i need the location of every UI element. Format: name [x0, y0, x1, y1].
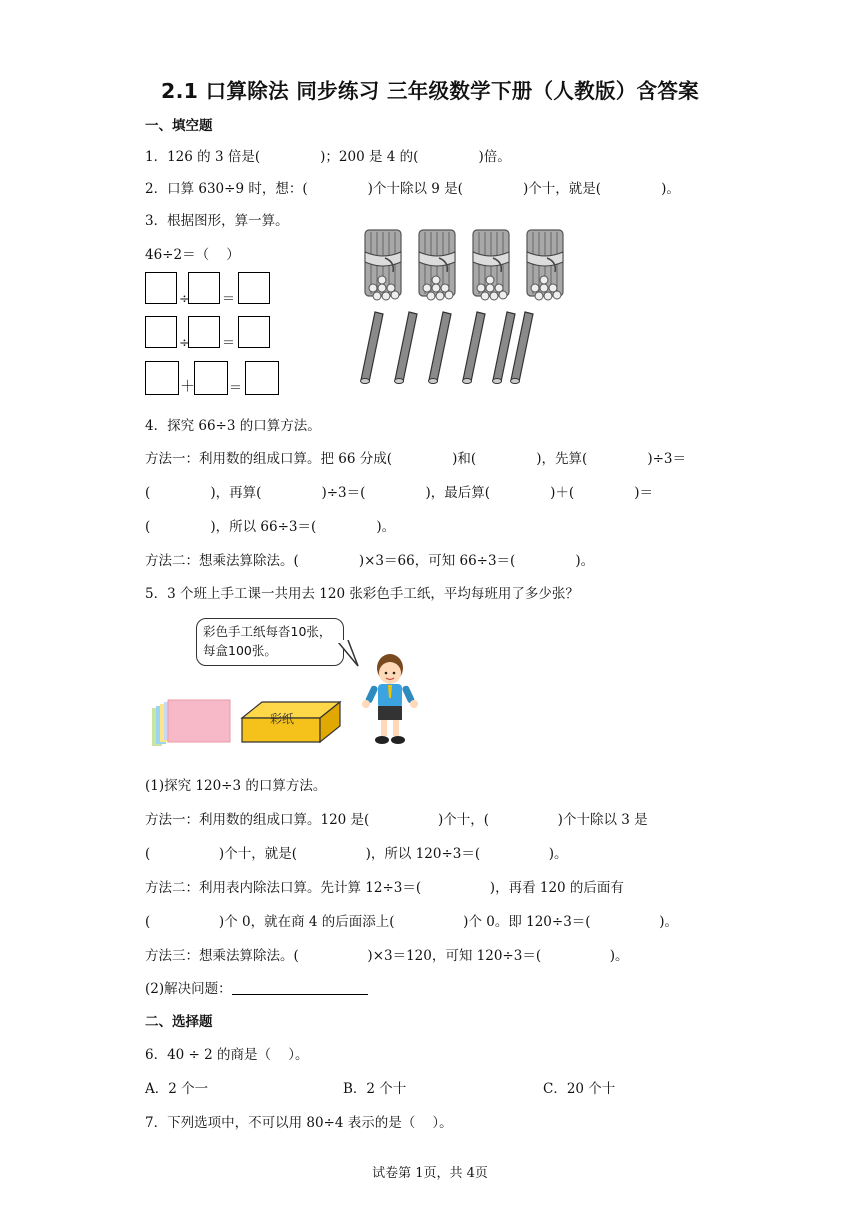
q6-option-a[interactable]: A．2 个一 — [145, 1081, 209, 1097]
question-3-expression: 46÷2＝（ ） — [145, 247, 240, 263]
stick-bundles-illustration — [355, 222, 585, 384]
q5-method3: 方法三：想乘法算除法。( )×3＝120，可知 120÷3＝( )。 — [145, 948, 629, 964]
answer-box[interactable] — [238, 316, 270, 348]
q5-method2-line2: ( )个 0，就在商 4 的后面添上( )个 0。即 120÷3＝( )。 — [145, 914, 678, 930]
question-1: 1．126 的 3 倍是( )；200 是 4 的( )倍。 — [145, 149, 511, 165]
answer-box[interactable] — [145, 316, 177, 348]
q5-method1-line1: 方法一：利用数的组成口算。120 是( )个十，( )个十除以 3 是 — [145, 812, 648, 828]
question-6: 6．40 ÷ 2 的商是（ ）。 — [145, 1047, 309, 1063]
section-choice-heading: 二、选择题 — [145, 1014, 213, 1030]
single-stick — [429, 312, 452, 384]
single-stick — [493, 312, 516, 384]
q6-option-b[interactable]: B．2 个十 — [343, 1081, 407, 1097]
stick-bundle — [365, 230, 401, 300]
answer-blank-line[interactable] — [232, 980, 368, 995]
question-5: 5．3 个班上手工课一共用去 120 张彩色手工纸，平均每班用了多少张？ — [145, 586, 579, 602]
q5-part2-label: (2)解决问题： — [145, 981, 232, 997]
q4-method1-line2: ( )，再算( )÷3＝( )，最后算( )＋( )＝ — [145, 485, 653, 501]
q4-method1-line1: 方法一：利用数的组成口算。把 66 分成( )和( )，先算( )÷3＝ — [145, 451, 686, 467]
single-stick — [395, 312, 418, 384]
paper-box-label: 彩纸 — [270, 712, 295, 726]
q5-method1-line2: ( )个十，就是( )，所以 120÷3＝( )。 — [145, 846, 568, 862]
division-sign: ÷ — [179, 292, 190, 307]
stick-bundle — [527, 230, 563, 300]
speech-bubble — [196, 618, 344, 666]
answer-box[interactable] — [145, 361, 179, 395]
answer-box[interactable] — [145, 272, 177, 304]
question-4: 4．探究 66÷3 的口算方法。 — [145, 418, 321, 434]
q5-method2-line1: 方法二：利用表内除法口算。先计算 12÷3＝( )，再看 120 的后面有 — [145, 880, 624, 896]
equals-sign: ＝ — [222, 292, 236, 307]
question-3: 3．根据图形，算一算。 — [145, 213, 289, 229]
speech-bubble-tail — [338, 640, 362, 670]
division-sign: ÷ — [179, 336, 190, 351]
page-footer: 试卷第 1页，共 4页 — [372, 1166, 488, 1181]
boy-character-illustration — [360, 652, 420, 747]
speech-bubble-line: 每盒100张。 — [203, 643, 277, 658]
answer-box[interactable] — [188, 316, 220, 348]
single-stick — [463, 312, 486, 384]
stick-bundle — [473, 230, 509, 300]
q4-method1-line3: ( )，所以 66÷3＝( )。 — [145, 519, 396, 535]
answer-box[interactable] — [238, 272, 270, 304]
colored-paper-stack — [150, 698, 234, 748]
answer-box[interactable] — [188, 272, 220, 304]
page-title: 2.1 口算除法 同步练习 三年级数学下册（人教版）含答案 — [161, 79, 699, 103]
equals-sign: ＝ — [229, 381, 243, 396]
q6-option-c[interactable]: C．20 个十 — [543, 1081, 616, 1097]
speech-bubble-line: 彩色手工纸每沓10张， — [203, 624, 332, 639]
answer-box[interactable] — [245, 361, 279, 395]
single-stick — [511, 312, 534, 384]
plus-sign: ＋ — [180, 377, 196, 395]
question-7: 7．下列选项中，不可以用 80÷4 表示的是（ ）。 — [145, 1115, 453, 1131]
single-stick — [361, 312, 384, 384]
q5-part2 — [145, 977, 368, 997]
q4-method2: 方法二：想乘法算除法。( )×3＝66，可知 66÷3＝( )。 — [145, 553, 595, 569]
q5-part1: (1)探究 120÷3 的口算方法。 — [145, 778, 327, 794]
answer-box[interactable] — [194, 361, 228, 395]
equals-sign: ＝ — [222, 336, 236, 351]
section-fill-blank-heading: 一、填空题 — [145, 118, 213, 134]
question-2: 2．口算 630÷9 时，想：( )个十除以 9 是( )个十，就是( )。 — [145, 181, 680, 197]
stick-bundle — [419, 230, 455, 300]
